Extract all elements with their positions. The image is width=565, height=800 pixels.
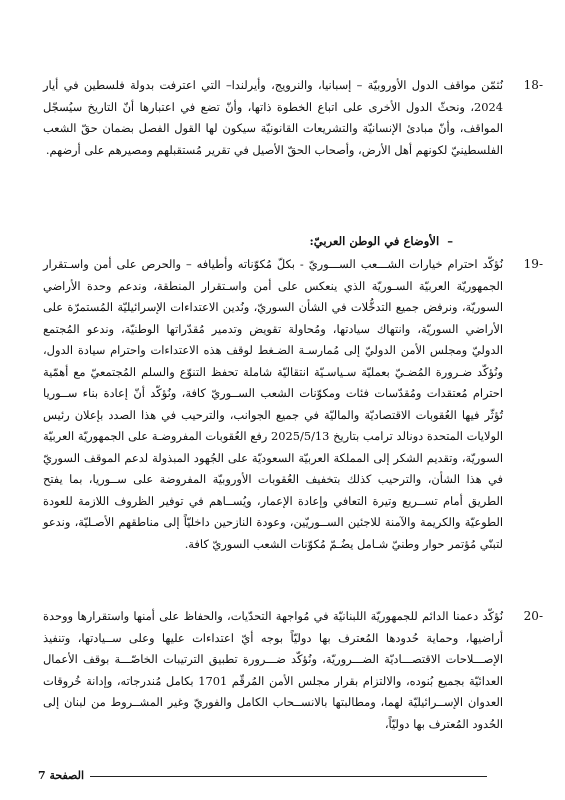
- paragraph-text: نُثمّن مواقف الدول الأوروبيّة – إسبانيا، والنرويج، وأيرلندا– التي اعترفت بدولة فلسطين في أيار 2024، ونحثّ الدول الأخرى على اتباع الخطوة ذاتها، وأنّ تضع في اعتبارها أنّ التاريخ سيُسجّل المواقف، وأنّ مبادئ الإنسانيّة والتشريعات القانونيّة سيكون لها القول الفصل بضمان حقّ الشعب الفلسطينيّ لكونهم أهل الأرض، وأصحاب الحقّ الأصيل في تقرير مُستقبلهم ومصيرهم على أرضهم.: [43, 78, 503, 157]
- footer-divider: [90, 776, 487, 777]
- paragraph-20: [43, 606, 543, 735]
- heading-dash: –: [447, 234, 453, 248]
- paragraph-18: [43, 75, 543, 161]
- paragraph-number: -18: [523, 78, 543, 92]
- heading-text: الأوضاع في الوطن العربيّ:: [309, 234, 440, 248]
- paragraph-number: -20: [523, 609, 543, 623]
- section-heading: [309, 231, 453, 251]
- page-number: الصفحة 7: [38, 769, 84, 782]
- paragraph-text: نُؤكّد دعمنا الدائم للجمهوريّة اللبنانيّة في مُواجهة التحدّيات، والحفاظ على أمنها واستقرارها ووحدة أراضيها، وحماية حُدودها المُعترف بها دوليّاً بوجه أيّ اعتداءات عليها وعلى ســيادتها، وتنفيذ الإصـــلاحات الاقتصـــاديّة الضـــروريّة، ونُؤكّد ضـــرورة تطبيق الترتيبات الخاصّـــة بوقف الأعمال العدائيّة بجميع بُنوده، والالتزام بقرار مجلس الأمن المُرقّم 1701 بكامل مُندرجاته، وإدانة خُروقات العدوان الإســرائيليّة لهما، ومطالبتها بالانســحاب الكامل والفوريّ وغير المشــروط من لبنان إلى الحُدود المُعترف بها دوليّاً،: [43, 609, 503, 731]
- paragraph-text: نُؤكّد احترام خيارات الشـــعب الســـوريّ - بكلّ مُكوّناته وأطيافه – والحرص على أمن واسـتقرار الجمهوريّة العربيّة السـوريّة الذي ينعكس على أمن واسـتقرار المنطقة، وندعم وحدة الأراضي السوريّة، ونرفض جميع التدخُّلات في الشأن السوريّ، ونُدين الاعتداءات الإسرائيليّة المُستمرّة على الأراضي السوريّة، وانتهاك سيادتها، ومُحاولة تقويض وتدمير مُقدّراتها الوطنيّة، وندعو المُجتمع الدوليّ ومجلس الأمن الدوليّ إلى مُمارسـة الضـغط لوقف هذه الاعتداءات واحترام سيادة الدول، ونُؤكّد ضـرورة المُضـيّ بعمليّة سـياسـيّة انتقاليّة شاملة تحفظ التنوّع والسلم المُجتمعيّ مع أهمّية احترام مُعتقدات ومُقدّسات فئات ومكوّنات الشعب الســوريّ كافة، ونُؤكّد أنّ إعادة بناء ســوريا تُؤثّر فيها العُقوبات الاقتصاديّة والماليّة في جميع الجوانب، والترحيب في هذا الصدد بإعلان رئيس الولايات المتحدة دونالد ترامب بتاريخ 2025/5/13 رفع العُقوبات المفروضـة على الجمهوريّة العربيّة السوريّة، وتقديم الشكر إلى المملكة العربيّة السعوديّة على الجُهود المبذولة لدعم الموقف السوريّ في هذا الشأن، والترحيب كذلك بتخفيف العُقوبات الأوروبيّة المفروضة على ســوريا، بما يفتح الطريق أمام تســريع وتيرة التعافي وإعادة الإعمار، ويُســاهم في توفير الظروف اللازمة للعودة الطوعيّة والكريمة والآمنة للاجئين الســوريّين، وعودة النازحين داخليّاً إلى مناطقهم الأصـليّة، وندعو لتبنّي مُؤتمر حوار وطنيّ شـامل يضُـمّ مُكوّنات الشعب السوريّ كافة.: [43, 257, 503, 551]
- paragraph-19: [43, 254, 543, 555]
- paragraph-number: -19: [523, 257, 543, 271]
